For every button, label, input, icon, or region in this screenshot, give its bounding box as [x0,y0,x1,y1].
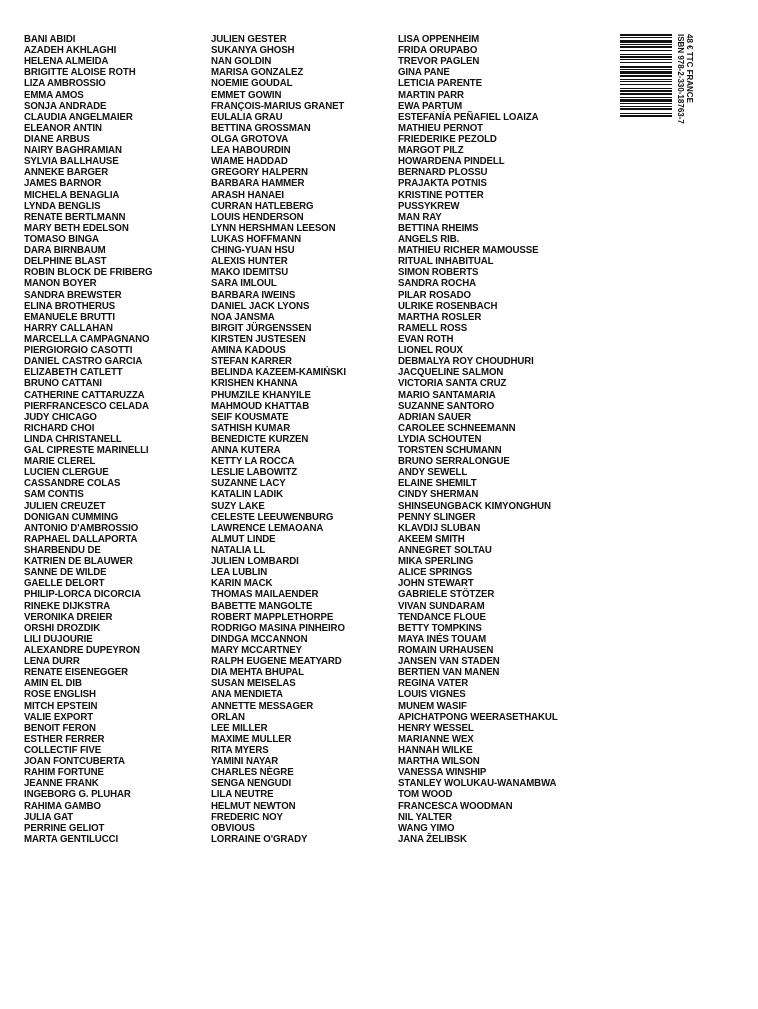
artist-name: ELIZABETH CATLETT [24,367,123,379]
artist-name: ADRIAN SAUER [398,411,471,423]
artist-name: KRISTINE POTTER [398,189,484,201]
artist-name: MARTA GENTILUCCI [24,833,119,845]
artist-name: SANDRA ROCHA [398,278,476,290]
artist-name: RAPHAEL DALLAPORTA [24,533,138,545]
artist-name: FRIEDERIKE PEZOLD [398,133,497,145]
artist-name: NOA JANSMA [211,311,275,323]
artist-name: DELPHINE BLAST [24,256,107,268]
artist-name: LINDA CHRISTANELL [24,433,122,445]
artist-name: EVAN ROTH [398,333,454,345]
artist-name: GINA PANE [398,67,450,79]
artist-name: MARY MCCARTNEY [211,645,303,657]
artist-name: CLAUDIA ANGELMAIER [24,111,133,123]
artist-name: SAM CONTIS [24,489,84,501]
artist-name: LUCIEN CLERGUE [24,467,109,479]
artist-name: KATRIEN DE BLAUWER [24,556,133,568]
artist-name: BERTIEN VAN MANEN [398,667,500,679]
artist-name: ROBERT MAPPLETHORPE [211,611,334,623]
artist-name: MARISA GONZALEZ [211,67,304,79]
artist-name: LISA OPPENHEIM [398,34,480,45]
artist-name: MARIANNE WEX [398,733,474,745]
names-column-2 [211,34,356,845]
artist-name: STANLEY WOLUKAU-WANAMBWA [398,778,557,790]
artist-name: MARY BETH EDELSON [24,222,129,234]
artist-name: NAN GOLDIN [211,56,272,68]
artist-name: SUZANNE LACY [211,478,286,490]
artist-name: JANA ŽELIBSK [398,833,467,845]
artist-name: JACQUELINE SALMON [398,367,504,379]
artist-name: BENOIT FERON [24,722,96,734]
artist-name: LETICIA PARENTE [398,78,482,90]
artist-name: LEA HABOURDIN [211,145,291,157]
artist-name: AMINA KADOUS [211,345,286,357]
artist-name: AKEEM SMITH [398,533,465,545]
artist-name: KLAVDIJ SLUBAN [398,522,481,534]
artist-name: ALEXIS HUNTER [211,256,288,268]
artist-name: ROBIN BLOCK DE FRIBERG [24,267,153,279]
artist-name: LOUIS VIGNES [398,689,466,701]
artist-name: PIERFRANCESCO CELADA [24,400,149,412]
artist-name: BETTINA GROSSMAN [211,122,311,134]
artist-name: SONJA ANDRADE [24,100,107,112]
artist-name: SUKANYA GHOSH [211,45,295,57]
artist-name: SHARBENDU DE [24,545,101,557]
artist-name: INGEBORG G. PLUHAR [24,789,131,801]
artist-name: EULALIA GRAU [211,111,283,123]
artist-name: LOUIS HENDERSON [211,211,304,223]
artist-name: KATALIN LADIK [211,489,283,501]
artist-name: BETTY TOMPKINS [398,622,482,634]
artist-name: HELMUT NEWTON [211,800,296,812]
artist-name: VICTORIA SANTA CRUZ [398,378,507,390]
artist-name: FRANÇOIS-MARIUS GRANET [211,100,345,112]
artist-name: YAMINI NAYAR [211,756,279,768]
artist-name: TENDANCE FLOUE [398,611,486,623]
names-column-1 [24,34,162,845]
artist-name: CELESTE LEEUWENBURG [211,511,334,523]
artist-name: BELINDA KAZEEM-KAMIŃSKI [211,367,346,379]
artist-name: BRUNO CATTANI [24,378,102,390]
artist-name: DINDGA MCCANNON [211,633,308,645]
artist-name: HOWARDENA PINDELL [398,156,505,168]
artist-name: SUZANNE SANTORO [398,400,495,412]
artist-name: COLLECTIF FIVE [24,745,102,756]
artist-name: BETTINA RHEIMS [398,222,479,234]
artist-name: CHING-YUAN HSU [211,245,295,257]
artist-name: NIL YALTER [398,811,453,823]
artist-name: RODRIGO MASINA PINHEIRO [211,622,345,634]
artist-name: JEANNE FRANK [24,778,99,790]
artist-name: KRISHEN KHANNA [211,378,298,390]
artist-name: SUZY LAKE [211,500,265,512]
artist-name: MAHMOUD KHATTAB [211,400,310,412]
artist-name: LEE MILLER [211,722,268,734]
artist-name: ALMUT LINDE [211,533,276,545]
artist-name: GREGORY HALPERN [211,167,308,179]
artist-name: NAIRY BAGHRAMIAN [24,145,122,157]
artist-name: CATHERINE CATTARUZZA [24,389,145,401]
artist-name: SYLVIA BALLHAUSE [24,156,119,168]
artist-name: WANG YIMO [398,822,455,834]
artist-name: JANSEN VAN STADEN [398,656,500,668]
artist-name: TOM WOOD [398,789,453,801]
artist-name: NOEMIE GOUDAL [211,78,293,90]
artist-name: LYNN HERSHMAN LEESON [211,222,336,234]
artist-name: ANGELS RIB. [398,233,460,245]
artist-name: JAMES BARNOR [24,178,102,190]
artist-name: JOHN STEWART [398,578,474,590]
artist-name: MITCH EPSTEIN [24,700,98,712]
artist-name: ANNEGRET SOLTAU [398,545,492,557]
artist-name: PIERGIORGIO CASOTTI [24,345,133,357]
artist-name: ALICE SPRINGS [398,567,472,579]
artist-name: BANI ABIDI [24,34,76,45]
artist-name: JOAN FONTCUBERTA [24,756,125,768]
names-column-3 [398,34,570,845]
artist-name: DIA MEHTA BHUPAL [211,667,304,679]
artist-name: MARGOT PILZ [398,145,464,157]
barcode-icon [620,34,672,146]
artist-name: MARIE CLEREL [24,456,96,468]
artist-name: MATHIEU RICHER MAMOUSSE [398,245,539,257]
artist-name: MAYA INÉS TOUAM [398,633,487,645]
artist-name: ORSHI DROZDIK [24,622,101,634]
artist-name: RAHIMA GAMBO [24,800,101,812]
artist-name: HARRY CALLAHAN [24,322,113,334]
barcode-block [620,34,694,146]
artist-name: RALPH EUGENE MEATYARD [211,656,342,668]
artist-name: JUDY CHICAGO [24,411,97,423]
artist-name: EMMA AMOS [24,89,84,101]
artist-name: ELEANOR ANTIN [24,122,102,134]
artist-name: VERONIKA DREIER [24,611,113,623]
artist-name: SATHISH KUMAR [211,422,291,434]
artist-name: KARIN MACK [211,578,273,590]
artist-name: BARBARA HAMMER [211,178,305,190]
artist-name: MUNEM WASIF [398,700,467,712]
artist-name: PRAJAKTA POTNIS [398,178,487,190]
artist-name: ANNEKE BARGER [24,167,109,179]
price-label: 48 € TTC FRANCE [685,34,694,103]
artist-name: RAHIM FORTUNE [24,767,104,779]
artist-name: CHARLES NÈGRE [211,767,294,779]
artist-name: VANESSA WINSHIP [398,767,487,779]
artist-name: SANNE DE WILDE [24,567,107,579]
artist-name: MIKA SPERLING [398,556,474,568]
artist-name: HENRY WESSEL [398,722,474,734]
artist-name: RITUAL INHABITUAL [398,256,494,268]
artist-name: MAXIME MULLER [211,733,292,745]
artist-name: RAMELL ROSS [398,322,468,334]
artist-name: ANTONIO D'AMBROSSIO [24,522,139,534]
artist-name: VALIE EXPORT [24,711,94,723]
artist-name: PUSSYKREW [398,200,460,212]
artist-name: MARIO SANTAMARIA [398,389,496,401]
artist-name: DANIEL CASTRO GARCIA [24,356,143,368]
artist-name: OLGA GROTOVA [211,133,289,145]
artist-name: LILA NEUTRE [211,789,274,801]
artist-name: MARTHA ROSLER [398,311,482,323]
artist-name: LYDIA SCHOUTEN [398,433,482,445]
artist-name: MAKO IDEMITSU [211,267,289,279]
artist-name: ANDY SEWELL [398,467,468,479]
artist-name: KIRSTEN JUSTESEN [211,333,306,345]
artist-name: PHILIP-LORCA DICORCIA [24,589,141,601]
artist-name: FRANCESCA WOODMAN [398,800,513,812]
artist-name: CAROLEE SCHNEEMANN [398,422,516,434]
artist-name: CASSANDRE COLAS [24,478,121,490]
artist-name: MANON BOYER [24,278,97,290]
artist-name: EMANUELE BRUTTI [24,311,115,323]
artist-name: CURRAN HATLEBERG [211,200,314,212]
artist-name: RENATE BERTLMANN [24,211,126,223]
artist-name: VIVAN SUNDARAM [398,600,485,612]
artist-name: PERRINE GELIOT [24,822,105,834]
artist-name: PENNY SLINGER [398,511,476,523]
artist-name: RITA MYERS [211,745,269,756]
artist-name: FRIDA ORUPABO [398,45,478,57]
artist-name: SEIF KOUSMATE [211,411,289,423]
artist-name: BARBARA IWEINS [211,289,296,301]
artist-name: BERNARD PLOSSU [398,167,488,179]
artist-name: LIONEL ROUX [398,345,463,357]
artist-name: WIAME HADDAD [211,156,288,168]
artist-name: DARA BIRNBAUM [24,245,106,257]
artist-name: APICHATPONG WEERASETHAKUL [398,711,558,723]
artist-name: REGINA VATER [398,678,469,690]
artist-name: HELENA ALMEIDA [24,56,109,68]
artist-name: ANNA KUTERA [211,445,281,457]
artist-name: SANDRA BREWSTER [24,289,122,301]
artist-name: DANIEL JACK LYONS [211,300,310,312]
artist-name: THOMAS MAILAENDER [211,589,319,601]
artist-name: HANNAH WILKE [398,745,473,756]
artist-name: JULIA GAT [24,811,74,823]
artist-name: PILAR ROSADO [398,289,471,301]
artist-name: MARCELLA CAMPAGNANO [24,333,150,345]
artist-name: KETTY LA ROCCA [211,456,295,468]
artist-name: TOMASO BINGA [24,233,99,245]
isbn-label: ISBN 978-2-330-18763-7 [676,34,685,124]
artist-name: TORSTEN SCHUMANN [398,445,502,457]
artist-name: ELAINE SHEMILT [398,478,477,490]
artist-name: BRIGITTE ALOISE ROTH [24,67,136,79]
artist-name: MICHELA BENAGLIA [24,189,120,201]
artist-name: BRUNO SERRALONGUE [398,456,510,468]
artist-name: BABETTE MANGOLTE [211,600,313,612]
artist-name: GABRIELE STÖTZER [398,589,495,601]
artist-name: AMIN EL DIB [24,678,82,690]
artist-name: ORLAN [211,711,245,723]
artist-name: MARTHA WILSON [398,756,480,768]
artist-name: EWA PARTUM [398,100,463,112]
artist-name: DEBMALYA ROY CHOUDHURI [398,356,534,368]
artist-name: AZADEH AKHLAGHI [24,45,117,57]
artist-name: LILI DUJOURIE [24,633,93,645]
artist-name: EMMET GOWIN [211,89,282,101]
artist-name: JULIEN CREUZET [24,500,106,512]
artist-name: SARA IMLOUL [211,278,277,290]
artist-name: ANNETTE MESSAGER [211,700,314,712]
artist-name: SUSAN MEISELAS [211,678,296,690]
artist-name: PHUMZILE KHANYILE [211,389,311,401]
artist-name: LENA DURR [24,656,80,668]
artist-name: MAN RAY [398,211,442,223]
artist-name: TREVOR PAGLEN [398,56,480,68]
artist-name: RENATE EISENEGGER [24,667,129,679]
artist-name: LYNDA BENGLIS [24,200,101,212]
artist-name: ANA MENDIETA [211,689,283,701]
artist-name: ROMAIN URHAUSEN [398,645,494,657]
artist-name: ROSE ENGLISH [24,689,96,701]
artist-name: ULRIKE ROSENBACH [398,300,498,312]
artist-name: LIZA AMBROSSIO [24,78,106,90]
artist-name: JULIEN GESTER [211,34,287,45]
artist-name: SENGA NENGUDI [211,778,292,790]
artist-name: ESTEFANÍA PEÑAFIEL LOAIZA [398,111,539,123]
artist-name: SHINSEUNGBACK KIMYONGHUN [398,500,551,512]
artist-name: MATHIEU PERNOT [398,122,483,134]
artist-name: GAELLE DELORT [24,578,105,590]
artist-name: ARASH HANAEI [211,189,284,201]
artist-name: FREDERIC NOY [211,811,283,823]
artist-name: DIANE ARBUS [24,133,90,145]
artist-name: LEA LUBLIN [211,567,268,579]
artist-name: LUKAS HOFFMANN [211,233,301,245]
artist-name: LORRAINE O'GRADY [211,833,308,845]
artist-name: GAL CIPRESTE MARINELLI [24,445,149,457]
artist-name: BENEDICTE KURZEN [211,433,309,445]
artist-name: LESLIE LABOWITZ [211,467,298,479]
artist-name: OBVIOUS [211,822,255,834]
artist-name: SIMON ROBERTS [398,267,479,279]
barcode-text [674,34,694,146]
artist-name: BIRGIT JÜRGENSSEN [211,322,312,334]
artist-name: DONIGAN CUMMING [24,511,119,523]
artist-name: JULIEN LOMBARDI [211,556,299,568]
artist-name: STEFAN KARRER [211,356,292,368]
artist-name: CINDY SHERMAN [398,489,479,501]
artist-name: ELINA BROTHERUS [24,300,116,312]
artist-name: NATALIA LL [211,545,266,557]
artist-name: ALEXANDRE DUPEYRON [24,645,140,657]
artist-name: ESTHER FERRER [24,733,105,745]
artist-name: RINEKE DIJKSTRA [24,600,111,612]
artist-name: MARTIN PARR [398,89,464,101]
artist-name: RICHARD CHOI [24,422,95,434]
artist-name: LAWRENCE LEMAOANA [211,522,324,534]
